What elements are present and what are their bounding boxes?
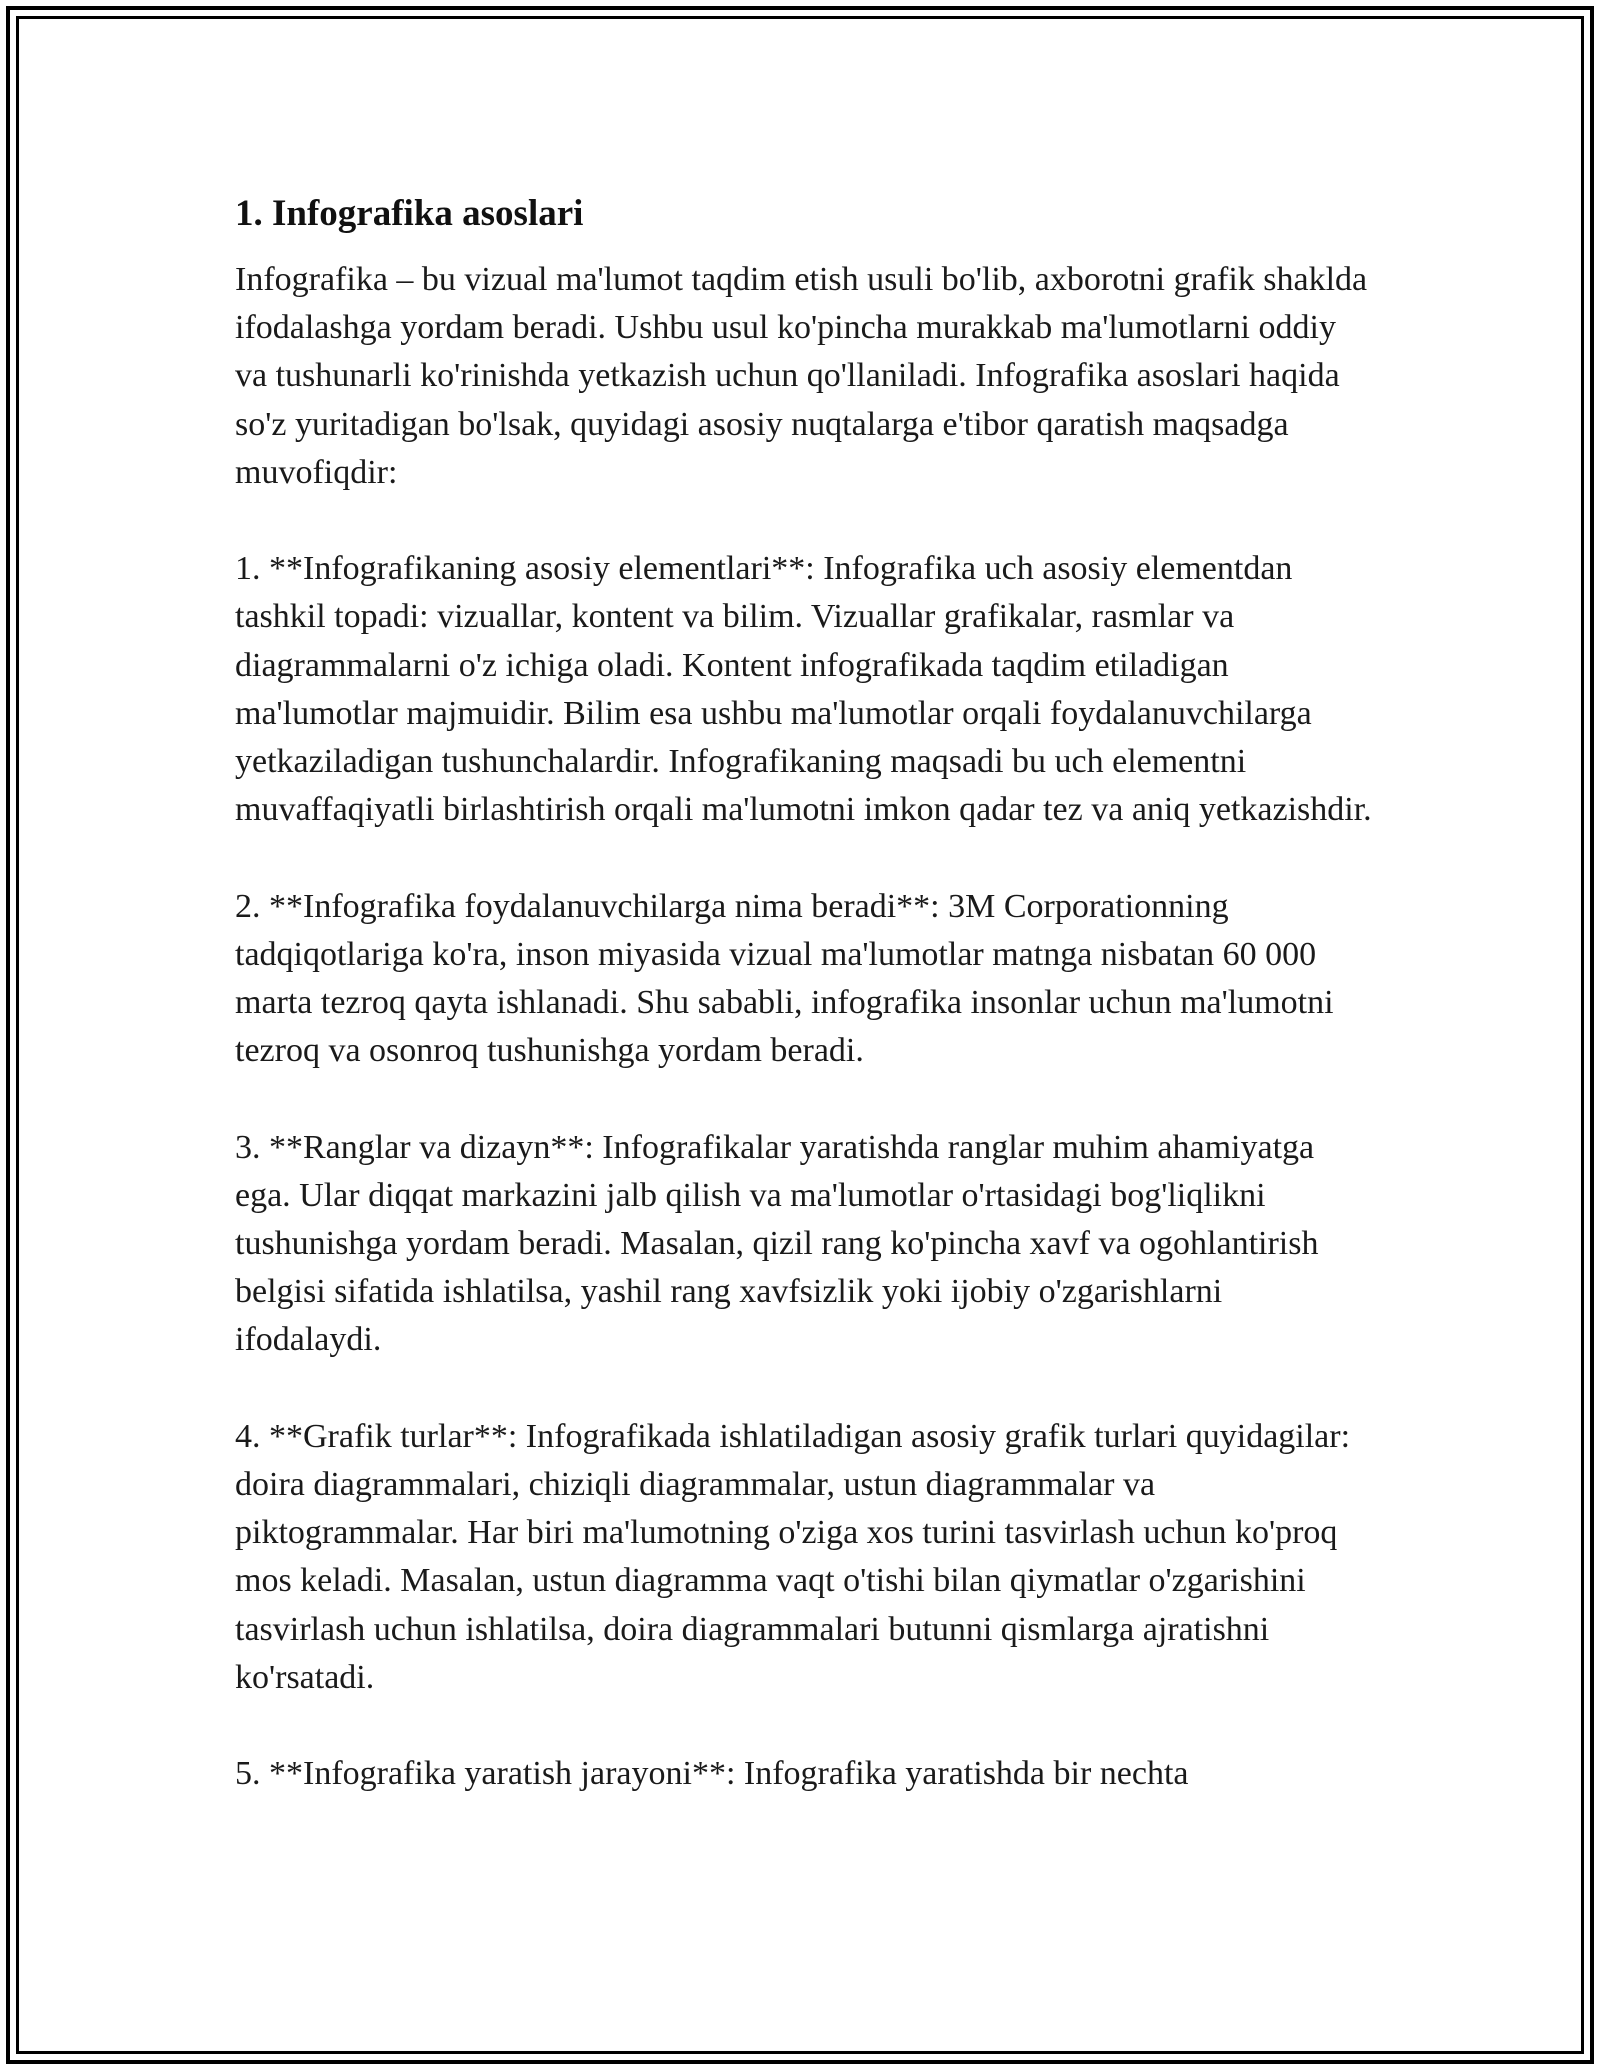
paragraph-item-4: 4. **Grafik turlar**: Infografikada ishlatiladigan asosiy grafik turlari quyidagilar: doira diagrammalari, chiziqli diagrammalar, ustun diagrammalar va piktogrammalar. Har biri ma'lumotning o'ziga xos turini tasvirlash uchun ko'proq mos keladi. Masalan, ustun diagramma vaqt o'tishi bilan qiymatlar o'zgarishini tasvirlash uchun ishlatilsa, doira diagrammalari butunni qismlarga ajratishni ko'rsatadi.: [235, 1417, 1351, 1696]
document-body: [235, 186, 1375, 1847]
paragraph-item-1: 1. **Infografikaning asosiy elementlari**: Infografika uch asosiy elementdan tashkil topadi: vizuallar, kontent va bilim. Vizuallar grafikalar, rasmlar va diagrammalarni o'z ichiga oladi. Kontent infografikada taqdim etiladigan ma'lumotlar majmuidir. Bilim esa ushbu ma'lumotlar orqali foydalanuvchilarga yetkaziladigan tushunchalardir. Infografikaning maqsadi bu uch elementni muvaffaqiyatli birlashtirish orqali ma'lumotni imkon qadar tez va aniq yetkazishdir.: [235, 550, 1372, 829]
paragraph-item-5: 5. **Infografika yaratish jarayoni**: Infografika yaratishda bir nechta: [235, 1755, 1189, 1793]
paragraph-item-2: 2. **Infografika foydalanuvchilarga nima beradi**: 3M Corporationning tadqiqotlariga ko'ra, inson miyasida vizual ma'lumotlar matnga nisbatan 60 000 marta tezroq qayta ishlanadi. Shu sababli, infografika insonlar uchun ma'lumotni tezroq va osonroq tushunishga yordam beradi.: [235, 887, 1334, 1070]
paragraph-item-3: 3. **Ranglar va dizayn**: Infografikalar yaratishda ranglar muhim ahamiyatga ega. Ular diqqat markazini jalb qilish va ma'lumotlar o'rtasidagi bog'liqlikni tushunishga yordam beradi. Masalan, qizil rang ko'pincha xavf va ogohlantirish belgisi sifatida ishlatilsa, yashil rang xavfsizlik yoki ijobiy o'zgarishlarni ifodalaydi.: [235, 1128, 1319, 1359]
page-title: 1. Infografika asoslari: [235, 193, 584, 234]
paragraph-intro: Infografika – bu vizual ma'lumot taqdim etish usuli bo'lib, axborotni grafik shaklda ifodalashga yordam beradi. Ushbu usul ko'pincha murakkab ma'lumotlarni oddiy va tushunarli ko'rinishda yetkazish uchun qo'llaniladi. Infografika asoslari haqida so'z yuritadigan bo'lsak, quyidagi asosiy nuqtalarga e'tibor qaratish maqsadga muvofiqdir:: [235, 261, 1368, 491]
